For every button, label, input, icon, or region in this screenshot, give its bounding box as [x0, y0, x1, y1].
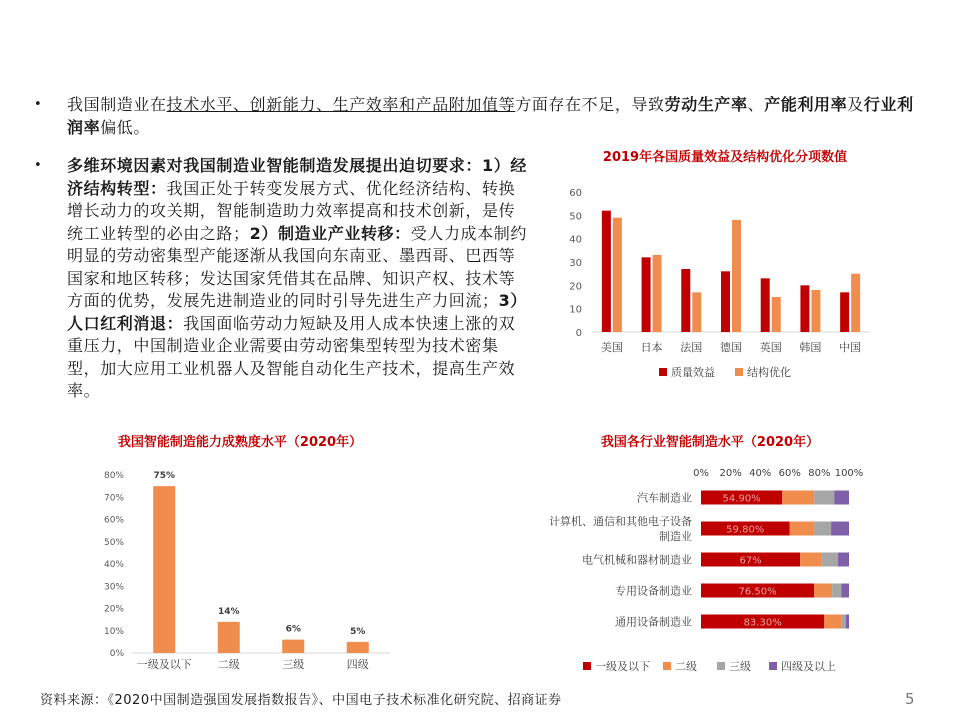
bar-segment-2 — [790, 522, 815, 536]
y-category-label: 制造业 — [659, 530, 692, 543]
bar-structure — [692, 292, 701, 332]
bar-structure — [732, 220, 741, 332]
bullet-2-text — [67, 156, 527, 400]
bar-structure — [653, 255, 662, 332]
bar-structure — [851, 274, 860, 332]
chart-countries — [555, 180, 885, 392]
bullet-1 — [34, 94, 917, 139]
data-label: 54.90% — [722, 493, 761, 505]
bar — [218, 622, 240, 653]
y-tick-label: 0 — [575, 328, 582, 339]
data-label: 83.30% — [743, 617, 782, 629]
bar — [347, 642, 369, 653]
bullet-1-text — [67, 95, 914, 137]
legend-label: 四级及以上 — [781, 660, 836, 673]
text-run: 2）制造业产业转移： — [249, 223, 411, 243]
y-category-label: 通用设备制造业 — [615, 615, 692, 629]
bar-quality — [681, 269, 690, 332]
legend-label: 质量效益 — [671, 366, 715, 379]
data-label: 76.50% — [738, 586, 777, 598]
x-tick-label: 80% — [808, 468, 831, 479]
text-run: 受人力成本制约明显的劳动密集型产能逐渐从我国向东南亚、墨西哥、巴西等国家和地区转移；发达国家凭借其在品牌、知识产权、技术等方面的优势，发展先进制造业的同时引导先进生产力回流； — [67, 223, 527, 310]
y-tick-label: 70% — [103, 493, 124, 504]
page-number: 5 — [905, 690, 915, 708]
x-tick-label: 40% — [749, 468, 772, 479]
y-category-label: 汽车制造业 — [637, 491, 692, 505]
y-tick-label: 40 — [569, 234, 582, 246]
bullet-dot: • — [34, 158, 43, 173]
legend-swatch — [659, 368, 667, 376]
x-tick-label: 法国 — [680, 341, 703, 354]
x-tick-label: 四级 — [346, 658, 369, 671]
legend-swatch — [717, 662, 725, 670]
legend-label: 一级及以下 — [595, 660, 650, 673]
x-tick-label: 60% — [778, 468, 801, 479]
y-tick-label: 20 — [569, 281, 582, 293]
text-run: 及 — [847, 95, 864, 114]
bullet-dot: • — [34, 97, 43, 112]
bar-segment-2 — [824, 615, 841, 629]
text-run: 方面存在不足，导致 — [515, 95, 665, 114]
bar-quality — [800, 285, 809, 332]
x-tick-label: 德国 — [720, 341, 742, 354]
x-tick-label: 英国 — [759, 341, 782, 354]
bar-segment-4 — [841, 584, 849, 598]
legend-swatch — [583, 662, 591, 670]
data-label: 59.80% — [726, 524, 765, 536]
bar-segment-3 — [814, 522, 831, 536]
y-tick-label: 30 — [569, 258, 582, 269]
text-run: 1）经济结构转型： — [67, 156, 527, 198]
y-tick-label: 60% — [103, 515, 124, 526]
bar-quality — [840, 292, 849, 332]
x-tick-label: 20% — [719, 468, 742, 479]
x-tick-label: 三级 — [282, 658, 305, 671]
y-tick-label: 10 — [569, 304, 582, 316]
text-run: 、 — [747, 95, 765, 114]
legend-swatch — [735, 368, 743, 376]
bar-segment-4 — [831, 522, 849, 536]
legend-swatch — [663, 662, 671, 670]
bar-quality — [761, 278, 770, 332]
y-tick-label: 0% — [109, 649, 124, 659]
data-label: 67% — [739, 555, 762, 567]
y-tick-label: 20% — [103, 604, 124, 615]
y-tick-label: 30% — [103, 582, 124, 593]
x-tick-label: 0% — [693, 468, 709, 479]
bar-segment-4 — [834, 491, 849, 505]
bar-segment-2 — [782, 491, 814, 505]
bar-quality — [642, 257, 651, 332]
chart-title-industries: 我国各行业智能制造水平（2020年） — [600, 435, 820, 450]
y-tick-label: 50% — [103, 537, 124, 548]
data-label: 14% — [217, 606, 240, 617]
text-run: 多维环境因素对我国制造业智能制造发展提出迫切要求： — [67, 156, 483, 175]
text-run: 产能利用率 — [764, 95, 848, 114]
chart-title-maturity: 我国智能制造能力成熟度水平（2020年） — [117, 435, 363, 450]
bar-segment-4 — [838, 553, 849, 567]
legend-swatch — [769, 662, 777, 670]
y-category-label: 专用设备制造业 — [615, 584, 692, 598]
legend-label: 二级 — [675, 660, 697, 673]
text-run: 我国制造业在 — [67, 95, 167, 114]
x-tick-label: 美国 — [600, 341, 623, 354]
bar — [282, 640, 304, 653]
legend-label: 三级 — [729, 660, 751, 673]
text-run: 行业利润率 — [67, 95, 914, 137]
data-label: 6% — [285, 624, 301, 635]
chart-title-countries: 2019年各国质量效益及结构优化分项数值 — [602, 150, 848, 165]
source-note: 资料来源：《2020中国制造强国发展指数报告》、中国电子技术标准化研究院、招商证券 — [40, 693, 562, 708]
bar-structure — [772, 297, 781, 332]
bar — [153, 486, 175, 653]
y-tick-label: 40% — [103, 560, 124, 570]
bar-segment-2 — [814, 584, 832, 598]
text-run: 技术水平、创新能力、生产效率和产品附加值等 — [166, 95, 516, 114]
bar-segment-2 — [800, 553, 822, 567]
bar-structure — [811, 290, 820, 332]
bar-quality — [721, 271, 730, 332]
y-tick-label: 80% — [103, 471, 124, 481]
chart-maturity — [90, 460, 410, 678]
text-run: 3）人口红利消退： — [67, 291, 527, 333]
y-tick-label: 10% — [103, 626, 124, 637]
data-label: 75% — [153, 471, 176, 482]
x-tick-label: 韩国 — [799, 341, 822, 354]
bar-structure — [613, 218, 622, 332]
text-run: 劳动生产率 — [664, 95, 748, 114]
y-tick-label: 50 — [569, 211, 582, 223]
x-tick-label: 二级 — [217, 658, 240, 671]
bullet-2 — [34, 155, 527, 403]
legend-label: 结构优化 — [747, 366, 791, 379]
chart-industries — [520, 462, 865, 678]
x-tick-label: 日本 — [640, 341, 663, 354]
y-tick-label: 60 — [569, 188, 582, 199]
bar-quality — [602, 211, 611, 332]
bar-segment-3 — [822, 553, 838, 567]
text-run: 偏低。 — [100, 117, 151, 137]
text-run: 我国正处于转变发展方式、优化经济结构、转换增长动力的攻关期，智能制造助力效率提高和技术创新，是传统工业转型的必由之路； — [67, 178, 516, 243]
bar-segment-4 — [846, 615, 849, 629]
bar-segment-3 — [814, 491, 834, 505]
x-tick-label: 一级及以下 — [136, 658, 192, 671]
y-category-label: 计算机、通信和其他电子设备 — [549, 515, 692, 528]
bar-segment-3 — [842, 615, 846, 629]
y-category-label: 电气机械和器材制造业 — [582, 553, 692, 567]
data-label: 5% — [350, 626, 366, 637]
bar-segment-3 — [832, 584, 841, 598]
x-tick-label: 中国 — [839, 341, 862, 354]
x-tick-label: 100% — [834, 468, 864, 479]
text-run: 我国面临劳动力短缺及用人成本快速上涨的双重压力，中国制造业企业需要由劳动密集型转型为技术密集型，加大应用工业机器人及智能自动化生产技术，提高生产效率。 — [67, 313, 516, 400]
